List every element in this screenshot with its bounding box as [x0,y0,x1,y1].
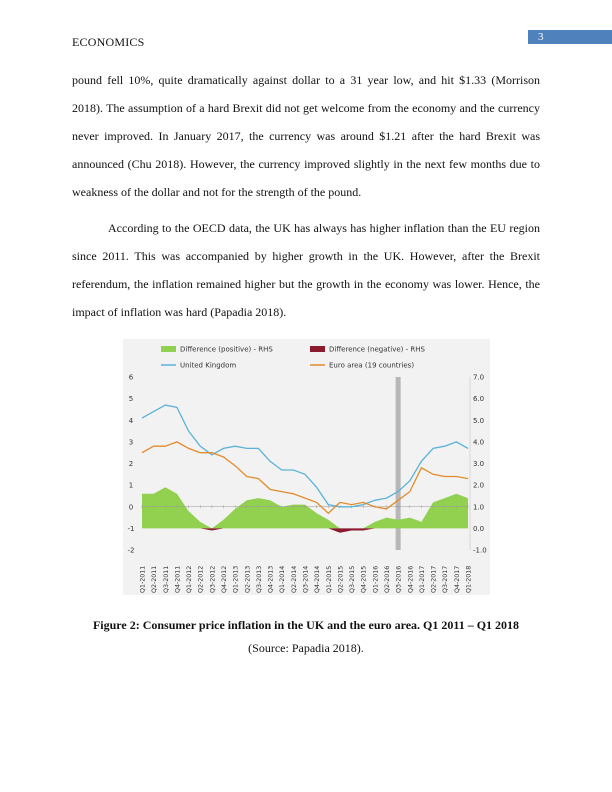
x-axis-tick-label: Q2-2016 [384,565,391,593]
x-axis-tick-label: Q2-2014 [290,565,298,593]
x-axis-tick-label: Q3-2015 [349,565,357,593]
x-axis-tick-label: Q1-2013 [232,565,240,593]
right-axis-tick-label: 3.0 [473,460,485,468]
right-axis-tick-label: 2.0 [473,481,485,490]
left-axis-tick-label: 2 [128,460,134,468]
x-axis-tick-label: Q4-2017 [453,565,461,593]
x-axis-tick-label: Q3-2012 [209,565,217,593]
legend-label: United Kingdom [180,361,237,370]
left-axis-tick-label: 5 [128,395,134,404]
running-head: ECONOMICS [72,35,145,49]
x-axis-tick-label: Q3-2014 [302,565,310,593]
x-axis-tick-label: Q4-2011 [174,565,182,593]
left-axis-tick-label: 6 [128,373,134,382]
x-axis-tick-label: Q4-2013 [267,565,275,593]
right-axis-tick-label: -1.0 [473,546,487,555]
x-axis-tick-label: Q3-2011 [162,565,170,593]
x-axis-tick-label: Q2-2011 [151,565,159,593]
x-axis-tick-label: Q4-2016 [407,565,415,593]
right-axis-tick-label: 0.0 [473,524,485,533]
x-axis-tick-label: Q4-2012 [221,565,228,593]
x-axis-tick-label: Q1-2017 [418,565,426,593]
x-axis-tick-label: Q2-2012 [197,565,205,593]
right-axis-tick-label: 6.0 [473,395,485,404]
right-axis-tick-label: 7.0 [473,373,485,382]
x-axis-tick-label: Q3-2016 [395,565,403,593]
euro-area-inflation-line [142,442,468,513]
uk-inflation-line [142,405,468,507]
legend-swatch [161,346,176,352]
x-axis-tick-label: Q1-2015 [325,565,333,593]
x-axis-tick-label: Q4-2015 [360,565,368,593]
x-axis-tick-label: Q3-2017 [442,565,450,593]
x-axis-tick-label: Q3-2013 [255,565,263,593]
inflation-chart-figure [123,339,490,595]
legend-label: Difference (negative) - RHS [329,345,425,354]
x-axis-tick-label: Q2-2017 [430,565,438,593]
left-axis-tick-label: -1 [127,524,135,533]
x-axis-tick-label: Q1-2016 [372,565,380,593]
legend-swatch [310,346,325,352]
x-axis-tick-label: Q4-2014 [314,565,322,593]
x-axis-tick-label: Q2-2015 [337,565,345,593]
difference-negative-area [142,528,468,532]
right-axis-tick-label: 1.0 [473,503,485,512]
left-axis-tick-label: -2 [127,546,135,555]
right-axis-tick-label: 5.0 [473,416,485,425]
x-axis-tick-label: Q1-2012 [186,565,194,593]
paragraph-2: According to the OECD data, the UK has always has higher inflation than the EU region since 2011. This was accompanied by higher growth in the UK. However, after the Brexit referendum, the inflation remained higher but the growth in the economy was lower. Hence, the impact of inflation was hard (Papadia 2018). [72,221,540,319]
figure-caption: Figure 2: Consumer price inflation in the UK and the euro area. Q1 2011 – Q1 2018 [92,618,520,632]
x-axis-tick-label: Q1-2018 [465,565,473,593]
left-axis-tick-label: 3 [128,438,134,447]
inflation-chart [123,339,490,595]
x-axis-tick-label: Q2-2013 [244,565,252,593]
left-axis-tick-label: 4 [128,416,134,425]
legend-label: Euro area (19 countries) [329,361,415,370]
right-axis-tick-label: 4.0 [473,438,485,447]
x-axis-tick-label: Q1-2011 [139,565,147,593]
x-axis-tick-label: Q1-2014 [279,565,287,593]
paragraph-1: pound fell 10%, quite dramatically against dollar to a 31 year low, and hit $1.33 (Morrison 2018). The assumption of a hard Brexit did not get welcome from the economy and the currency never improved. In January 2017, the currency was around $1.21 after the hard Brexit was announced (Chu 2018). However, the currency improved slightly in the next few months due to weakness of the dollar and not for the strength of the pound. [72,73,540,199]
page-number: 3 [528,30,612,44]
legend-label: Difference (positive) - RHS [180,345,273,354]
left-axis-tick-label: 0 [128,503,134,512]
figure-source: (Source: Papadia 2018). [248,641,364,655]
left-axis-tick-label: 1 [128,481,134,490]
